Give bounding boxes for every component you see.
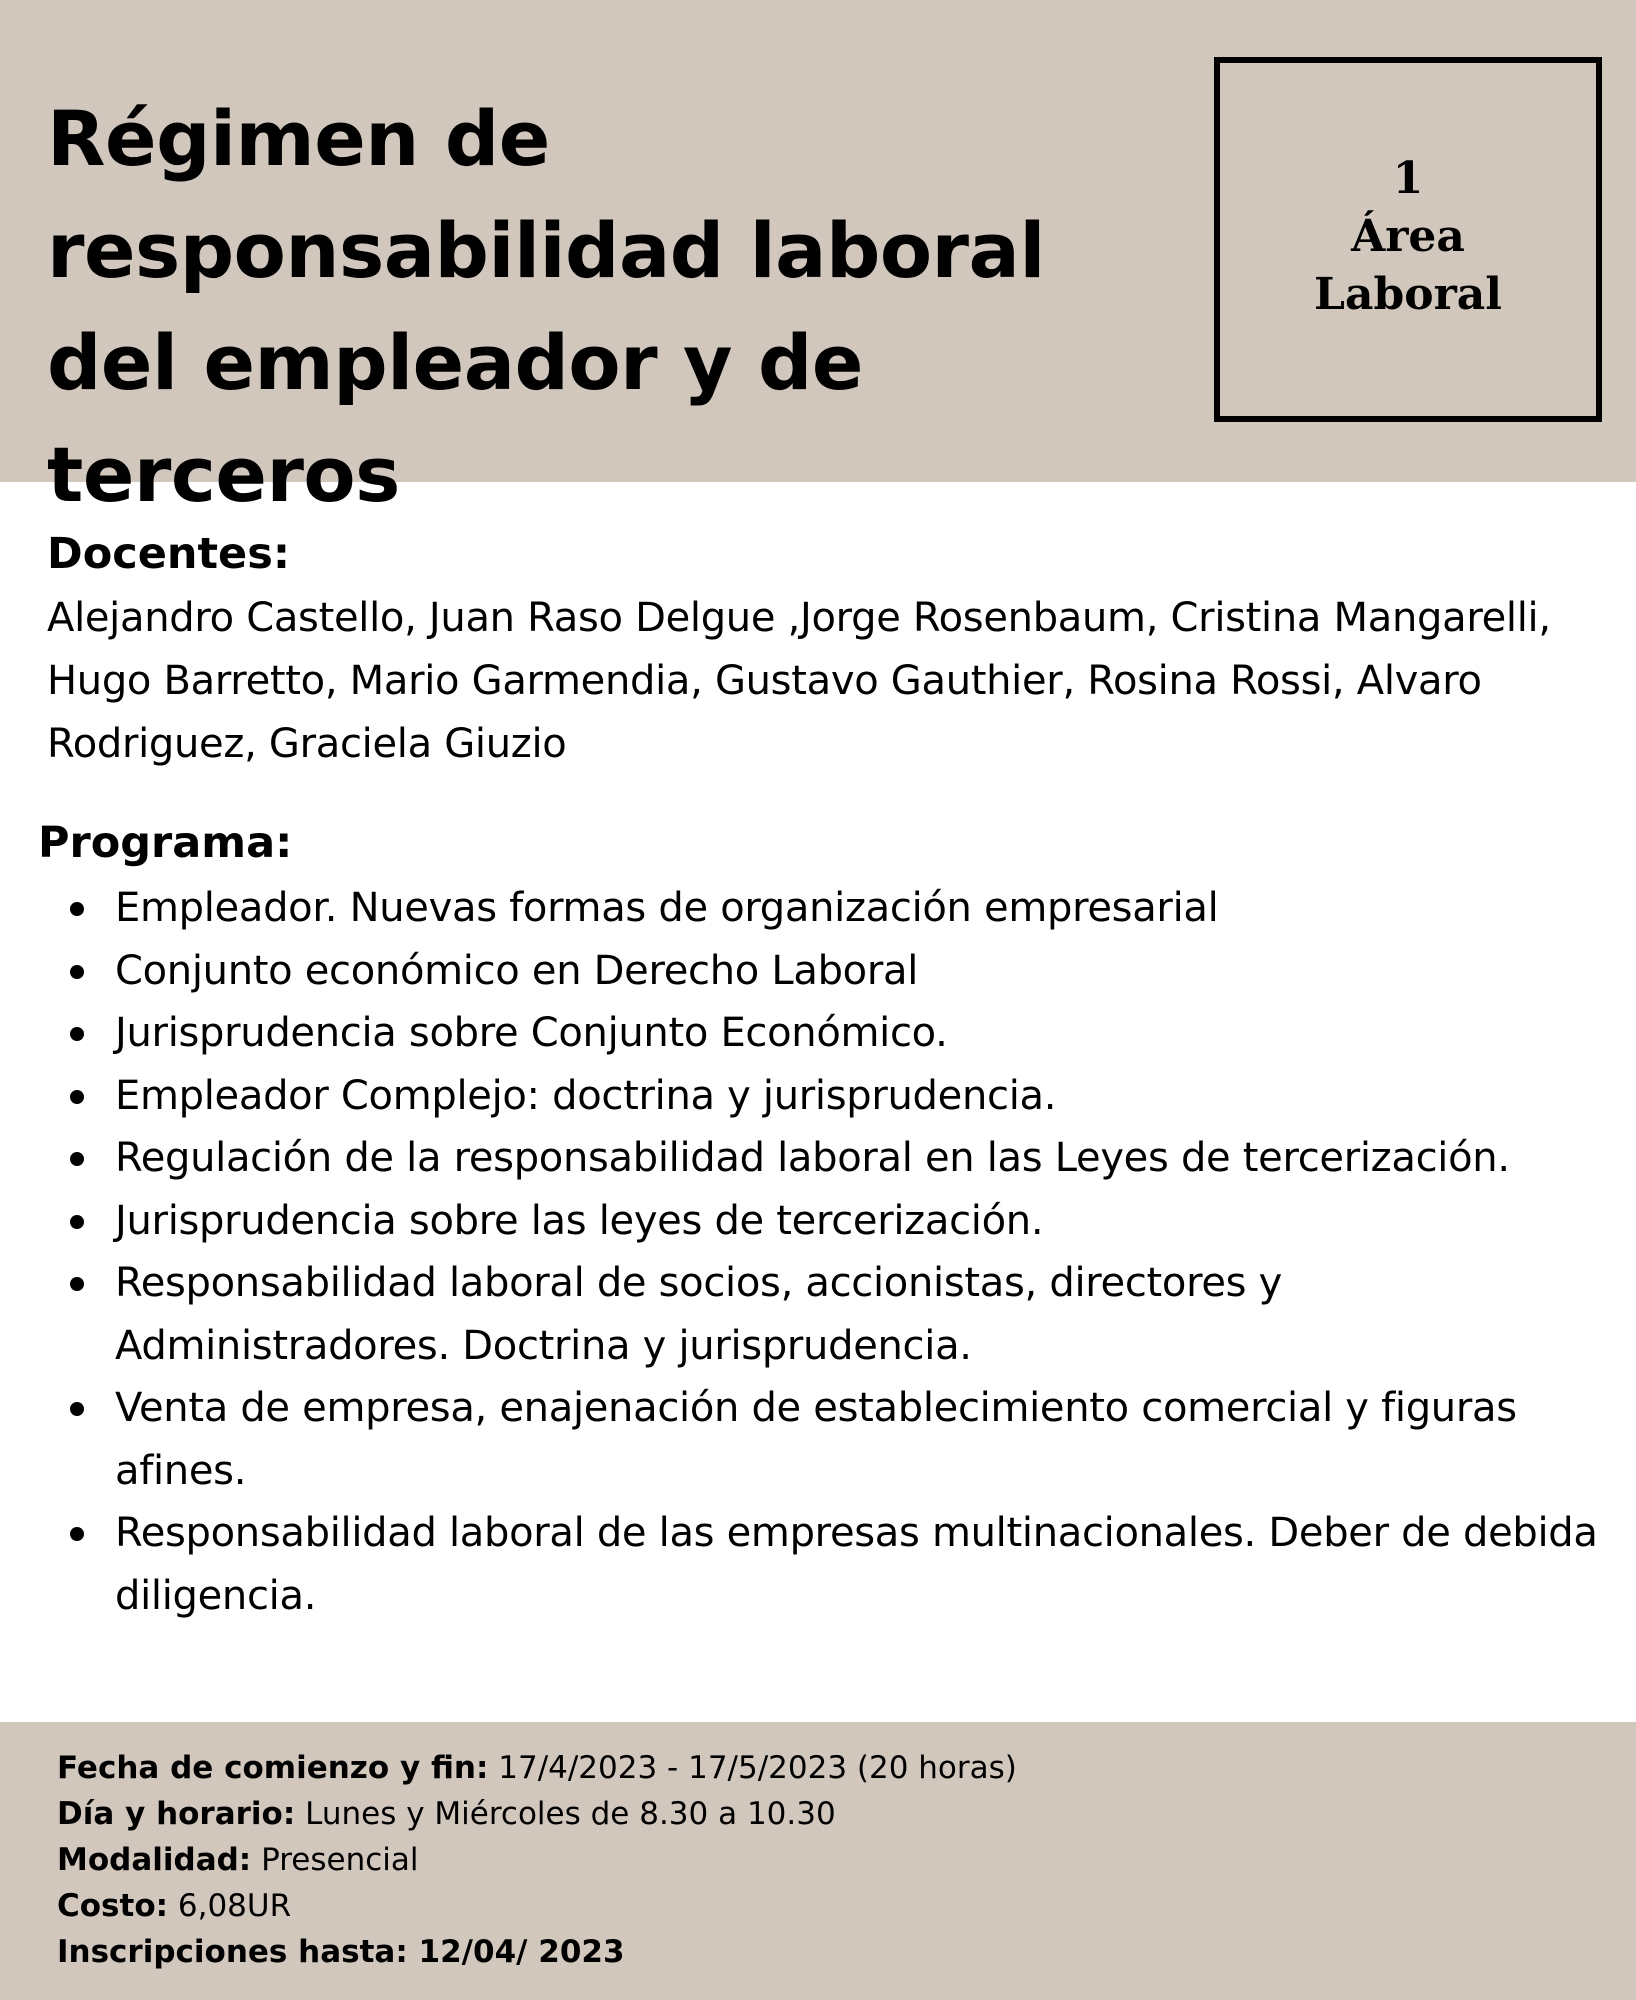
dia-row [57, 1791, 1617, 1837]
modalidad-value: Presencial [251, 1842, 419, 1878]
programa-item-text: Conjunto económico en Derecho Laboral [115, 947, 919, 994]
fecha-row [57, 1745, 1617, 1791]
programa-item-text: Regulación de la responsabilidad laboral en las Leyes de tercerización. [115, 1135, 1510, 1181]
bullet-icon [70, 902, 84, 916]
fecha-value: 17/4/2023 - 17/5/2023 (20 horas) [488, 1750, 1017, 1786]
page-title: Régimen de responsabilidad laboral del empleador y de terceros [47, 94, 1045, 519]
bullet-icon [70, 1527, 84, 1541]
area-number: 1 [1392, 152, 1424, 204]
programa-item [0, 1065, 1636, 1128]
programa-item-text: Empleador. Nuevas formas de organización empresarial [115, 885, 1219, 931]
inscripciones-value: 12/04/ 2023 [407, 1934, 625, 1970]
area-line-1: Área [1351, 210, 1465, 262]
programa-item [0, 1502, 1636, 1627]
fecha-label: Fecha de comienzo y fin: [57, 1750, 489, 1786]
programa-item-text: Responsabilidad laboral de socios, accionistas, directores y Administradores. Doctrina y jurisprudencia. [115, 1260, 1282, 1369]
programa-item [0, 1252, 1636, 1377]
area-badge [1214, 57, 1602, 422]
programa-item [0, 1127, 1636, 1190]
programa-list [0, 877, 1636, 1627]
inscripciones-row [57, 1929, 1617, 1975]
programa-item [0, 877, 1636, 940]
costo-value: 6,08UR [168, 1888, 292, 1924]
programa-item-text: Responsabilidad laboral de las empresas multinacionales. Deber de debida diligencia. [115, 1510, 1598, 1619]
bullet-icon [70, 1027, 84, 1041]
bullet-icon [70, 1090, 84, 1104]
programa-heading: Programa: [38, 818, 293, 868]
course-info [57, 1745, 1617, 1975]
programa-item [0, 940, 1636, 1003]
bullet-icon [70, 1277, 84, 1291]
inscripciones-label: Inscripciones hasta: [57, 1934, 408, 1970]
programa-item-text: Venta de empresa, enajenación de establecimiento comercial y figuras afines. [115, 1385, 1517, 1494]
bullet-icon [70, 1152, 84, 1166]
programa-item-text: Jurisprudencia sobre Conjunto Económico. [115, 1010, 948, 1056]
programa-item-text: Jurisprudencia sobre las leyes de tercerización. [115, 1197, 1044, 1244]
bullet-icon [70, 965, 84, 979]
costo-row [57, 1883, 1617, 1929]
bullet-icon [70, 1402, 84, 1416]
programa-item [0, 1190, 1636, 1253]
docentes-names: Alejandro Castello, Juan Raso Delgue ,Jorge Rosenbaum, Cristina Mangarelli, Hugo Barretto, Mario Garmendia, Gustavo Gauthier, Rosina Rossi, Alvaro Rodriguez, Graciela Giuzio [47, 595, 1551, 767]
docentes-heading: Docentes: [47, 529, 291, 579]
programa-item-text: Empleador Complejo: doctrina y jurisprudencia. [115, 1072, 1057, 1119]
programa-item [0, 1002, 1636, 1065]
dia-label: Día y horario: [57, 1796, 296, 1832]
programa-item [0, 1377, 1636, 1502]
modalidad-row [57, 1837, 1617, 1883]
modalidad-label: Modalidad: [57, 1842, 252, 1878]
bullet-icon [70, 1215, 84, 1229]
costo-label: Costo: [57, 1888, 169, 1924]
area-line-2: Laboral [1314, 268, 1502, 320]
dia-value: Lunes y Miércoles de 8.30 a 10.30 [295, 1796, 836, 1832]
